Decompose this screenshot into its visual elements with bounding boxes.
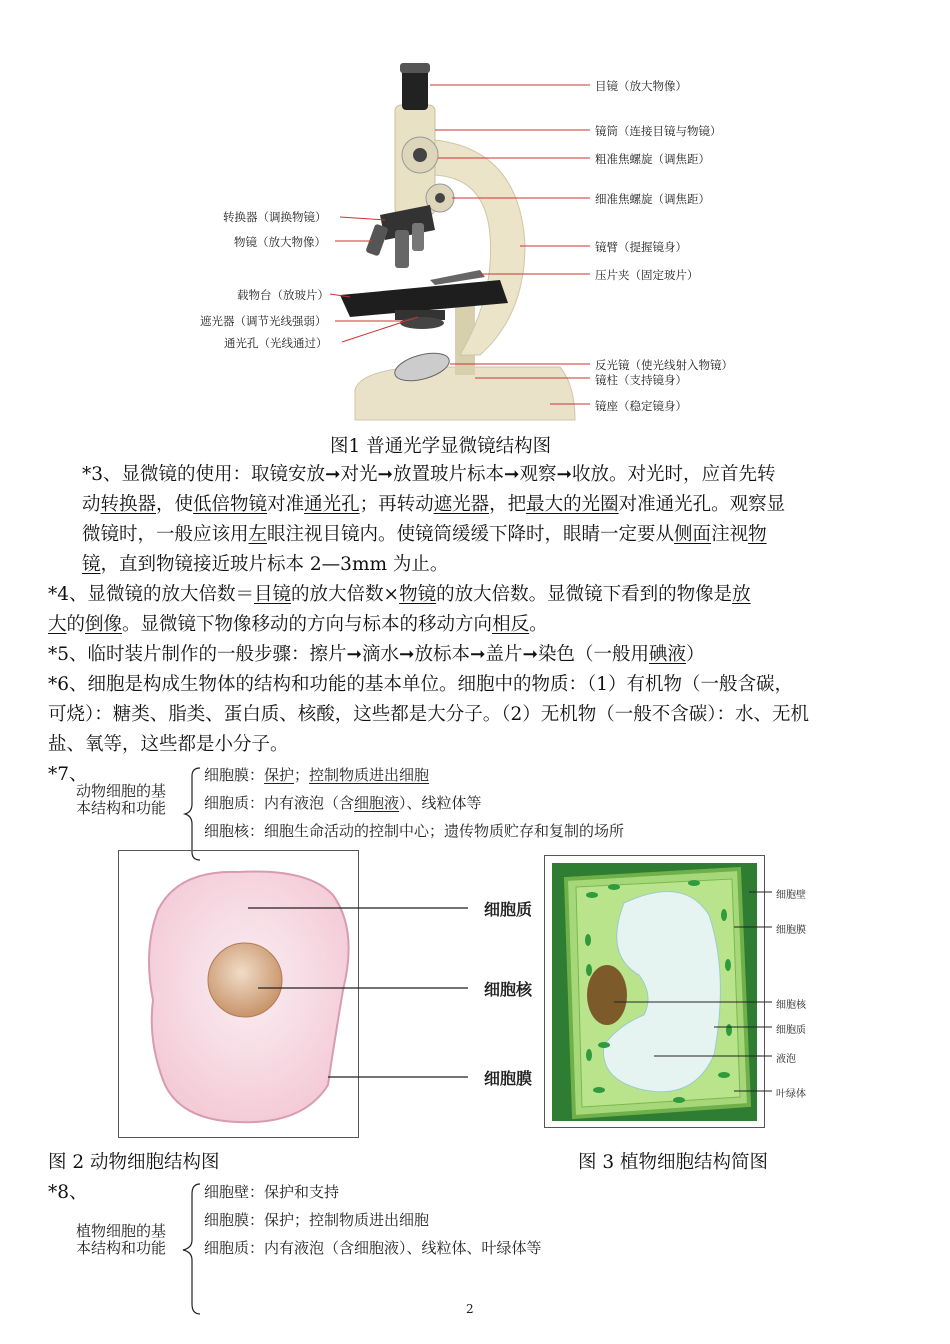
animal-text: 细胞质：内有液泡（含 [204, 794, 355, 812]
label-stage: 载物台（放玻片） [237, 288, 329, 302]
p4-text: 。 [529, 614, 548, 635]
animal-text: ； [294, 766, 310, 784]
label-tube: 镜筒（连接目镜与物镜） [595, 124, 722, 138]
p3-underlined: 物 [748, 524, 767, 545]
p4-underlined: 相反 [492, 614, 530, 635]
plant-label-cytoplasm: 细胞质 [776, 1025, 806, 1036]
label-coarse-focus: 粗准焦螺旋（调焦距） [595, 152, 710, 166]
label-aperture: 通光孔（光线通过） [224, 336, 328, 350]
p4-text: 的 [66, 614, 86, 635]
p4-underlined: 物镜 [399, 584, 437, 605]
brace-animal [182, 766, 202, 862]
plant-title-2: 本结构和功能 [76, 1239, 167, 1257]
p4-line1 [48, 580, 908, 610]
plant-label-nucleus: 细胞核 [776, 1000, 806, 1011]
p3-text: ，使 [156, 494, 194, 515]
fig2-caption: 图 2 动物细胞结构图 [48, 1152, 220, 1173]
animal-line-3: 细胞核：细胞生命活动的控制中心；遗传物质贮存和复制的场所 [204, 822, 625, 840]
label-base: 镜座（稳定镜身） [595, 399, 687, 413]
p3-line1: *3、显微镜的使用：取镜安放➞对光➞放置玻片标本➞观察➞收放。对光时，应首先转 [82, 464, 776, 485]
p3-line4 [82, 550, 902, 580]
label-mirror: 反光镜（使光线射入物镜） [595, 358, 733, 372]
fig3-caption: 图 3 植物细胞结构简图 [578, 1152, 769, 1173]
p4-underlined: 放 [732, 584, 751, 605]
label-diaphragm: 遮光器（调节光线强弱） [200, 314, 327, 328]
p3-underlined: 最大的光圈 [526, 494, 619, 515]
p3-text: 微镜时，一般应该用 [82, 524, 249, 545]
plant-line-3: 细胞质：内有液泡（含细胞液）、线粒体、叶绿体等 [204, 1239, 542, 1257]
item-8-number: *8、 [48, 1182, 88, 1203]
p3-underlined: 镜 [82, 554, 101, 575]
p3-underlined: 遮光器 [433, 494, 490, 515]
p6-line1: *6、细胞是构成生物体的结构和功能的基本单位。细胞中的物质：（1）有机物（一般含碳， [48, 674, 794, 695]
p3-underlined: 低倍物镜 [193, 494, 268, 515]
animal-underlined: 细胞液 [354, 794, 400, 812]
p3-text: 眼注视目镜内。使镜筒缓缓下降时，眼睛一定要从 [267, 524, 675, 545]
p3-text: 对准 [267, 494, 305, 515]
p3-text: ，把 [489, 494, 527, 515]
label-pillar: 镜柱（支持镜身） [595, 373, 687, 387]
plant-title-1: 植物细胞的基 [76, 1222, 167, 1240]
plant-line-1: 细胞壁：保护和支持 [204, 1183, 340, 1201]
brace-plant [180, 1182, 202, 1316]
plant-label-vacuole: 液泡 [776, 1054, 796, 1065]
animal-text: 细胞膜： [204, 766, 265, 784]
label-arm: 镜臂（提握镜身） [595, 240, 687, 254]
label-clip: 压片夹（固定玻片） [595, 268, 699, 282]
p3-text: 注视 [711, 524, 749, 545]
animal-label-cytoplasm: 细胞质 [484, 900, 533, 919]
p3-text: 动 [82, 494, 101, 515]
p4-underlined: 倒像 [85, 614, 123, 635]
label-eyepiece: 目镜（放大物像） [595, 79, 687, 93]
p6-line3: 盐、氧等，这些都是小分子。 [48, 734, 289, 755]
paragraph-6 [48, 670, 908, 760]
animal-label-nucleus: 细胞核 [484, 980, 533, 999]
animal-text: ）、线粒体等 [399, 794, 482, 812]
paragraph-3 [82, 460, 902, 580]
animal-label-membrane: 细胞膜 [484, 1069, 533, 1088]
p3-underlined: 转换器 [100, 494, 157, 515]
p3-text: 对准通光孔。观察显 [618, 494, 786, 515]
p4-underlined: 目镜 [254, 584, 292, 605]
p4-text: 的放大倍数× [291, 584, 400, 605]
animal-line-2 [204, 792, 482, 813]
p4-text: 。显微镜下物像移动的方向与标本的移动方向 [122, 614, 493, 635]
animal-line-1 [204, 764, 429, 785]
plant-line-2: 细胞膜：保护；控制物质进出细胞 [204, 1211, 430, 1229]
paragraph-4 [48, 580, 908, 640]
label-nosepiece: 转换器（调换物镜） [223, 210, 327, 224]
p3-underlined: 通光孔 [304, 494, 360, 515]
label-fine-focus: 细准焦螺旋（调焦距） [595, 192, 710, 206]
animal-underlined: 控制物质进出细胞 [309, 766, 430, 784]
fig1-caption: 图1 普通光学显微镜结构图 [330, 436, 552, 457]
p4-text: *4、显微镜的放大倍数＝ [48, 584, 255, 605]
plant-label-chloroplast: 叶绿体 [776, 1089, 806, 1100]
item-7-number: *7、 [48, 764, 88, 785]
page-number: 2 [466, 1302, 474, 1316]
animal-title-1: 动物细胞的基 [76, 782, 167, 800]
p4-underlined: 大 [48, 614, 67, 635]
p4-line2 [48, 610, 908, 640]
p3-text: ，直到物镜接近玻片标本 2—3mm 为止。 [100, 554, 449, 575]
p3-underlined: 侧面 [674, 524, 712, 545]
p6-line2: 可烧）：糖类、脂类、蛋白质、核酸，这些都是大分子。（2）无机物（一般不含碳）：水、无机 [48, 704, 810, 725]
p5-text: *5、临时装片制作的一般步骤：擦片➞滴水➞放标本➞盖片➞染色（一般用 [48, 644, 650, 665]
label-objective: 物镜（放大物像） [234, 235, 326, 249]
p4-text: 的放大倍数。显微镜下看到的物像是 [436, 584, 733, 605]
p3-underlined: 左 [248, 524, 268, 545]
animal-underlined: 保护 [264, 766, 295, 784]
plant-label-membrane: 细胞膜 [776, 925, 806, 936]
p5-underlined: 碘液 [649, 644, 687, 665]
plant-label-wall: 细胞壁 [776, 890, 806, 901]
p3-line3 [82, 520, 902, 550]
paragraph-5 [48, 640, 908, 670]
p3-line2 [82, 490, 902, 520]
p5-text: ） [686, 644, 705, 665]
animal-title-2: 本结构和功能 [76, 799, 167, 817]
p3-text: ；再转动 [359, 494, 434, 515]
